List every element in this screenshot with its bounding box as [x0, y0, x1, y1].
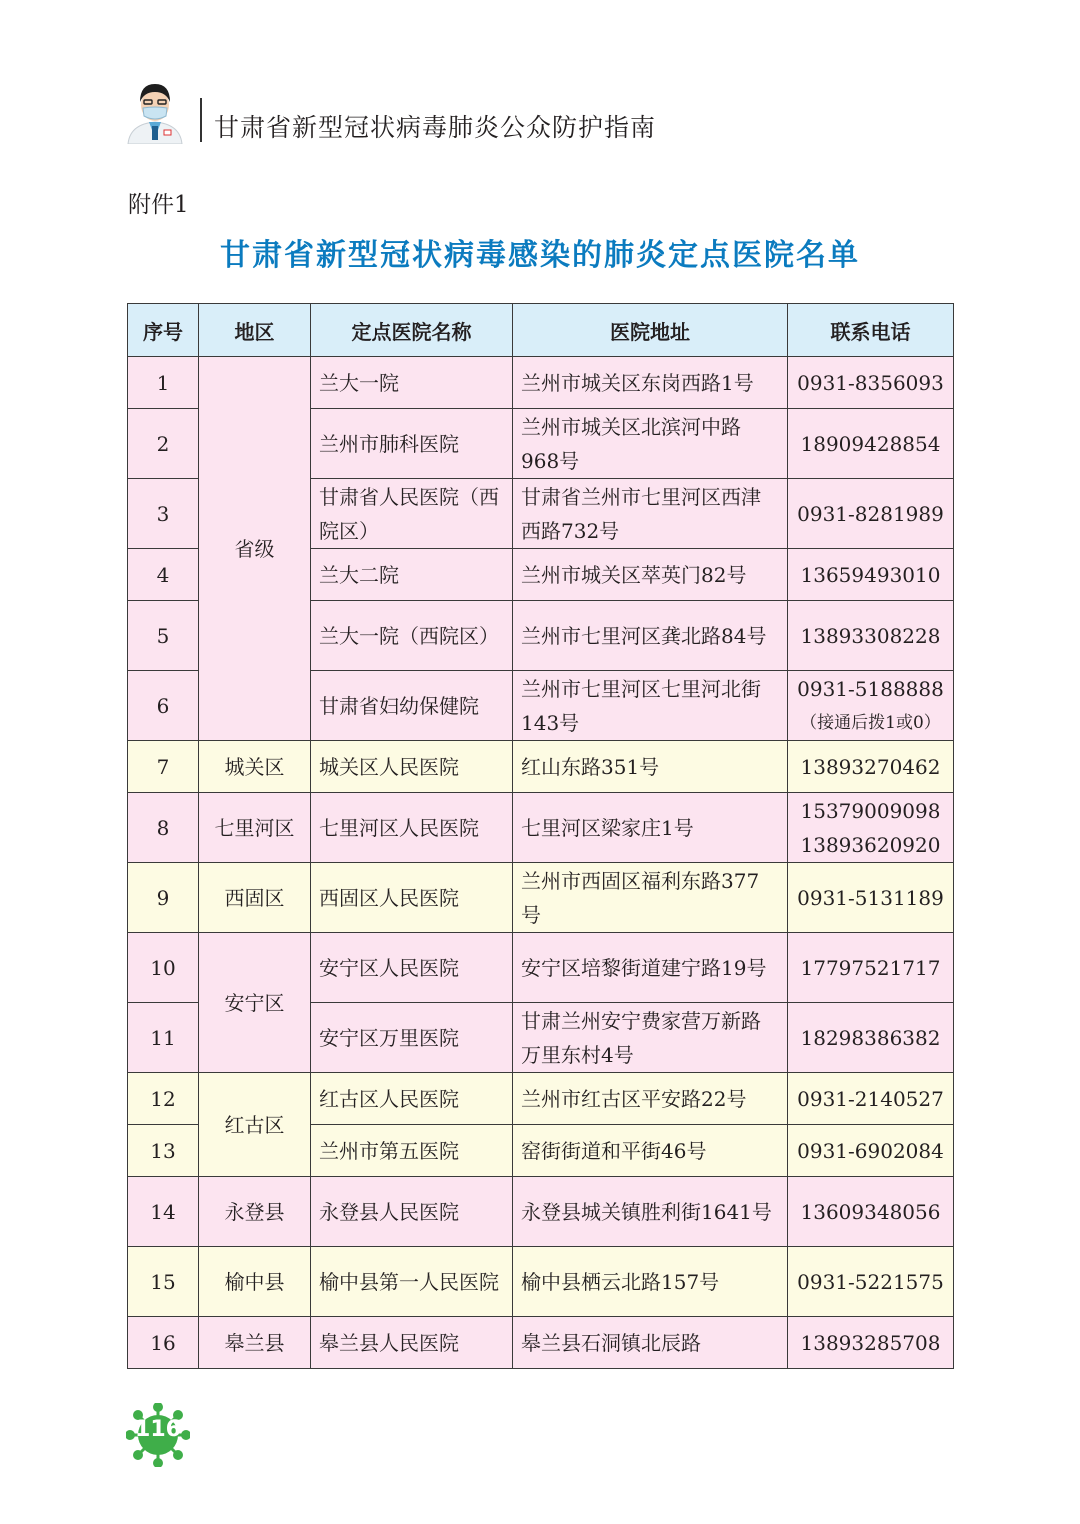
- seq-cell: 10: [128, 933, 199, 1003]
- attachment-label: 附件1: [128, 192, 189, 218]
- hospital-name-cell: 皋兰县人民医院: [311, 1317, 513, 1369]
- seq-cell: 9: [128, 863, 199, 933]
- address-cell: 七里河区梁家庄1号: [513, 793, 788, 863]
- region-cell: 榆中县: [199, 1247, 311, 1317]
- page-header: [122, 78, 822, 148]
- phone-note: （接通后拨1或0）: [800, 712, 941, 733]
- seq-cell: 1: [128, 357, 199, 409]
- region-cell: 城关区: [199, 741, 311, 793]
- phone-number: 13893620920: [800, 832, 941, 857]
- header-title: 甘肃省新型冠状病毒肺炎公众防护指南: [214, 113, 657, 142]
- address-cell: 兰州市七里河区龚北路84号: [513, 601, 788, 671]
- column-header: 医院地址: [513, 304, 788, 357]
- region-cell: 西固区: [199, 863, 311, 933]
- table-row: [128, 357, 954, 409]
- table-row: [128, 793, 954, 863]
- seq-cell: 11: [128, 1003, 199, 1073]
- phone-cell: 13609348056: [788, 1177, 954, 1247]
- hospital-name-cell: 安宁区人民医院: [311, 933, 513, 1003]
- phone-cell: 0931-8281989: [788, 479, 954, 549]
- seq-cell: 7: [128, 741, 199, 793]
- address-cell: 兰州市城关区萃英门82号: [513, 549, 788, 601]
- hospital-table: [127, 303, 954, 1369]
- address-cell: 兰州市城关区东岗西路1号: [513, 357, 788, 409]
- address-cell: 兰州市红古区平安路22号: [513, 1073, 788, 1125]
- hospital-name-cell: 甘肃省妇幼保健院: [311, 671, 513, 741]
- hospital-name-cell: 西固区人民医院: [311, 863, 513, 933]
- column-header: 地区: [199, 304, 311, 357]
- document-title: 甘肃省新型冠状病毒感染的肺炎定点医院名单: [220, 238, 860, 273]
- phone-cell: 13659493010: [788, 549, 954, 601]
- address-cell: 红山东路351号: [513, 741, 788, 793]
- phone-cell: [788, 793, 954, 863]
- hospital-name-cell: 兰州市肺科医院: [311, 409, 513, 479]
- phone-cell: 0931-5221575: [788, 1247, 954, 1317]
- hospital-name-cell: 安宁区万里医院: [311, 1003, 513, 1073]
- address-cell: 安宁区培黎街道建宁路19号: [513, 933, 788, 1003]
- seq-cell: 8: [128, 793, 199, 863]
- address-cell: 兰州市西固区福利东路377号: [513, 863, 788, 933]
- phone-cell: 0931-8356093: [788, 357, 954, 409]
- column-header: 序号: [128, 304, 199, 357]
- table-row: [128, 1317, 954, 1369]
- hospital-name-cell: 七里河区人民医院: [311, 793, 513, 863]
- region-cell: 红古区: [199, 1073, 311, 1177]
- address-cell: 皋兰县石洞镇北辰路: [513, 1317, 788, 1369]
- address-cell: 榆中县栖云北路157号: [513, 1247, 788, 1317]
- phone-number: 15379009098: [800, 798, 941, 823]
- phone-cell: 13893308228: [788, 601, 954, 671]
- address-cell: 甘肃省兰州市七里河区西津西路732号: [513, 479, 788, 549]
- seq-cell: 13: [128, 1125, 199, 1177]
- table-header-row: [128, 304, 954, 357]
- hospital-name-cell: 兰州市第五医院: [311, 1125, 513, 1177]
- seq-cell: 4: [128, 549, 199, 601]
- phone-cell: 0931-2140527: [788, 1073, 954, 1125]
- phone-number: 0931-5188888: [797, 676, 944, 701]
- seq-cell: 14: [128, 1177, 199, 1247]
- doctor-avatar-icon: [122, 78, 188, 144]
- seq-cell: 12: [128, 1073, 199, 1125]
- hospital-name-cell: 永登县人民医院: [311, 1177, 513, 1247]
- region-cell: 七里河区: [199, 793, 311, 863]
- hospital-name-cell: 红古区人民医院: [311, 1073, 513, 1125]
- hospital-name-cell: 城关区人民医院: [311, 741, 513, 793]
- address-cell: 窑街街道和平街46号: [513, 1125, 788, 1177]
- phone-cell: 13893270462: [788, 741, 954, 793]
- region-cell: 省级: [199, 357, 311, 741]
- hospital-name-cell: 兰大二院: [311, 549, 513, 601]
- phone-cell: 18298386382: [788, 1003, 954, 1073]
- phone-cell: 17797521717: [788, 933, 954, 1003]
- table-row: [128, 933, 954, 1003]
- seq-cell: 15: [128, 1247, 199, 1317]
- table-row: [128, 1247, 954, 1317]
- hospital-name-cell: 榆中县第一人民医院: [311, 1247, 513, 1317]
- column-header: 联系电话: [788, 304, 954, 357]
- phone-cell: 0931-5131189: [788, 863, 954, 933]
- phone-cell: [788, 671, 954, 741]
- address-cell: 兰州市城关区北滨河中路968号: [513, 409, 788, 479]
- page-number: 116: [135, 1417, 181, 1442]
- region-cell: 安宁区: [199, 933, 311, 1073]
- seq-cell: 16: [128, 1317, 199, 1369]
- table-row: [128, 1073, 954, 1125]
- seq-cell: 6: [128, 671, 199, 741]
- hospital-name-cell: 兰大一院（西院区）: [311, 601, 513, 671]
- seq-cell: 2: [128, 409, 199, 479]
- table-row: [128, 741, 954, 793]
- hospital-name-cell: 兰大一院: [311, 357, 513, 409]
- phone-cell: 18909428854: [788, 409, 954, 479]
- address-cell: 永登县城关镇胜利街1641号: [513, 1177, 788, 1247]
- seq-cell: 3: [128, 479, 199, 549]
- header-divider: [200, 98, 202, 142]
- hospital-name-cell: 甘肃省人民医院（西院区）: [311, 479, 513, 549]
- address-cell: 甘肃兰州安宁费家营万新路万里东村4号: [513, 1003, 788, 1073]
- table-row: [128, 863, 954, 933]
- seq-cell: 5: [128, 601, 199, 671]
- address-cell: 兰州市七里河区七里河北街143号: [513, 671, 788, 741]
- phone-cell: 13893285708: [788, 1317, 954, 1369]
- region-cell: 永登县: [199, 1177, 311, 1247]
- table-row: [128, 1177, 954, 1247]
- column-header: 定点医院名称: [311, 304, 513, 357]
- phone-cell: 0931-6902084: [788, 1125, 954, 1177]
- region-cell: 皋兰县: [199, 1317, 311, 1369]
